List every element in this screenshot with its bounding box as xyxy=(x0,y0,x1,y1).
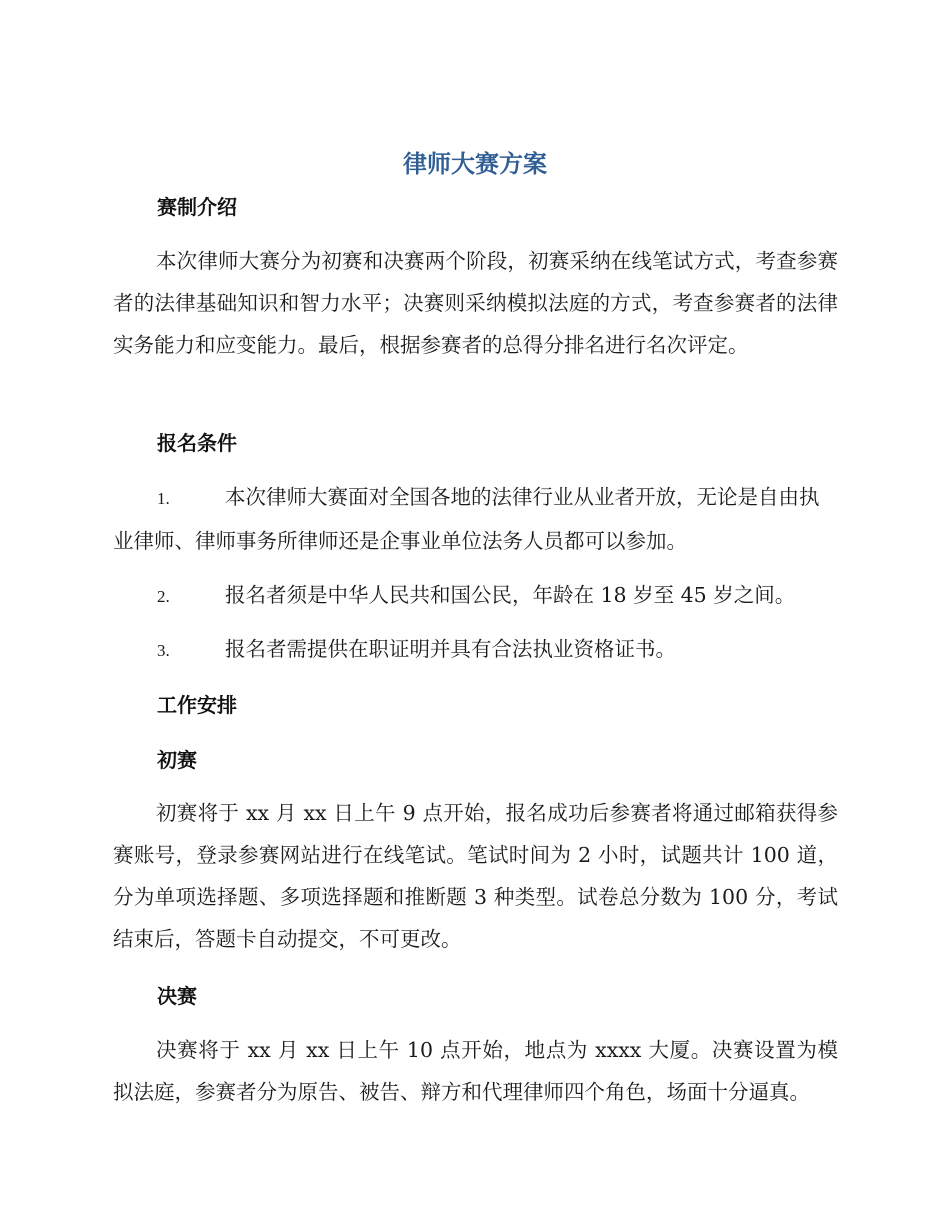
document-title: 律师大赛方案 xyxy=(403,150,547,178)
list-item-requirement-3 xyxy=(113,628,838,672)
list-item-requirement-2 xyxy=(113,574,838,618)
list-number: 2. xyxy=(157,587,170,606)
list-item-requirement-1 xyxy=(113,476,838,562)
list-number: 3. xyxy=(157,641,170,660)
heading-schedule: 工作安排 xyxy=(157,693,237,717)
heading-format: 赛制介绍 xyxy=(157,195,237,219)
list-item-text: 报名者须是中华人民共和国公民，年龄在 18 岁至 45 岁之间。 xyxy=(225,583,796,607)
paragraph-final: 决赛将于 xx 月 xx 日上午 10 点开始，地点为 xxxx 大厦。决赛设置为模拟法庭，参赛者分为原告、被告、辩方和代理律师四个角色，场面十分逼真。 xyxy=(113,1038,838,1104)
list-item-text: 报名者需提供在职证明并具有合法执业资格证书。 xyxy=(225,637,676,661)
list-item-text: 本次律师大赛面对全国各地的法律行业从业者开放，无论是自由执业律师、律师事务所律师还是企事业单位法务人员都可以参加。 xyxy=(113,485,820,553)
heading-preliminary: 初赛 xyxy=(157,748,197,772)
heading-final: 决赛 xyxy=(157,984,197,1008)
paragraph-format: 本次律师大赛分为初赛和决赛两个阶段，初赛采纳在线笔试方式，考查参赛者的法律基础知识和智力水平；决赛则采纳模拟法庭的方式，考查参赛者的法律实务能力和应变能力。最后，根据参赛者的总得分排名进行名次评定。 xyxy=(113,249,838,357)
paragraph-preliminary: 初赛将于 xx 月 xx 日上午 9 点开始，报名成功后参赛者将通过邮箱获得参赛账号，登录参赛网站进行在线笔试。笔试时间为 2 小时，试题共计 100 道，分为单项选择题、多项选择题和推断题 3 种类型。试卷总分数为 100 分，考试结束后，答题卡自动提交，不可更改。 xyxy=(113,801,838,951)
list-number: 1. xyxy=(157,489,170,508)
heading-requirements: 报名条件 xyxy=(157,431,237,455)
